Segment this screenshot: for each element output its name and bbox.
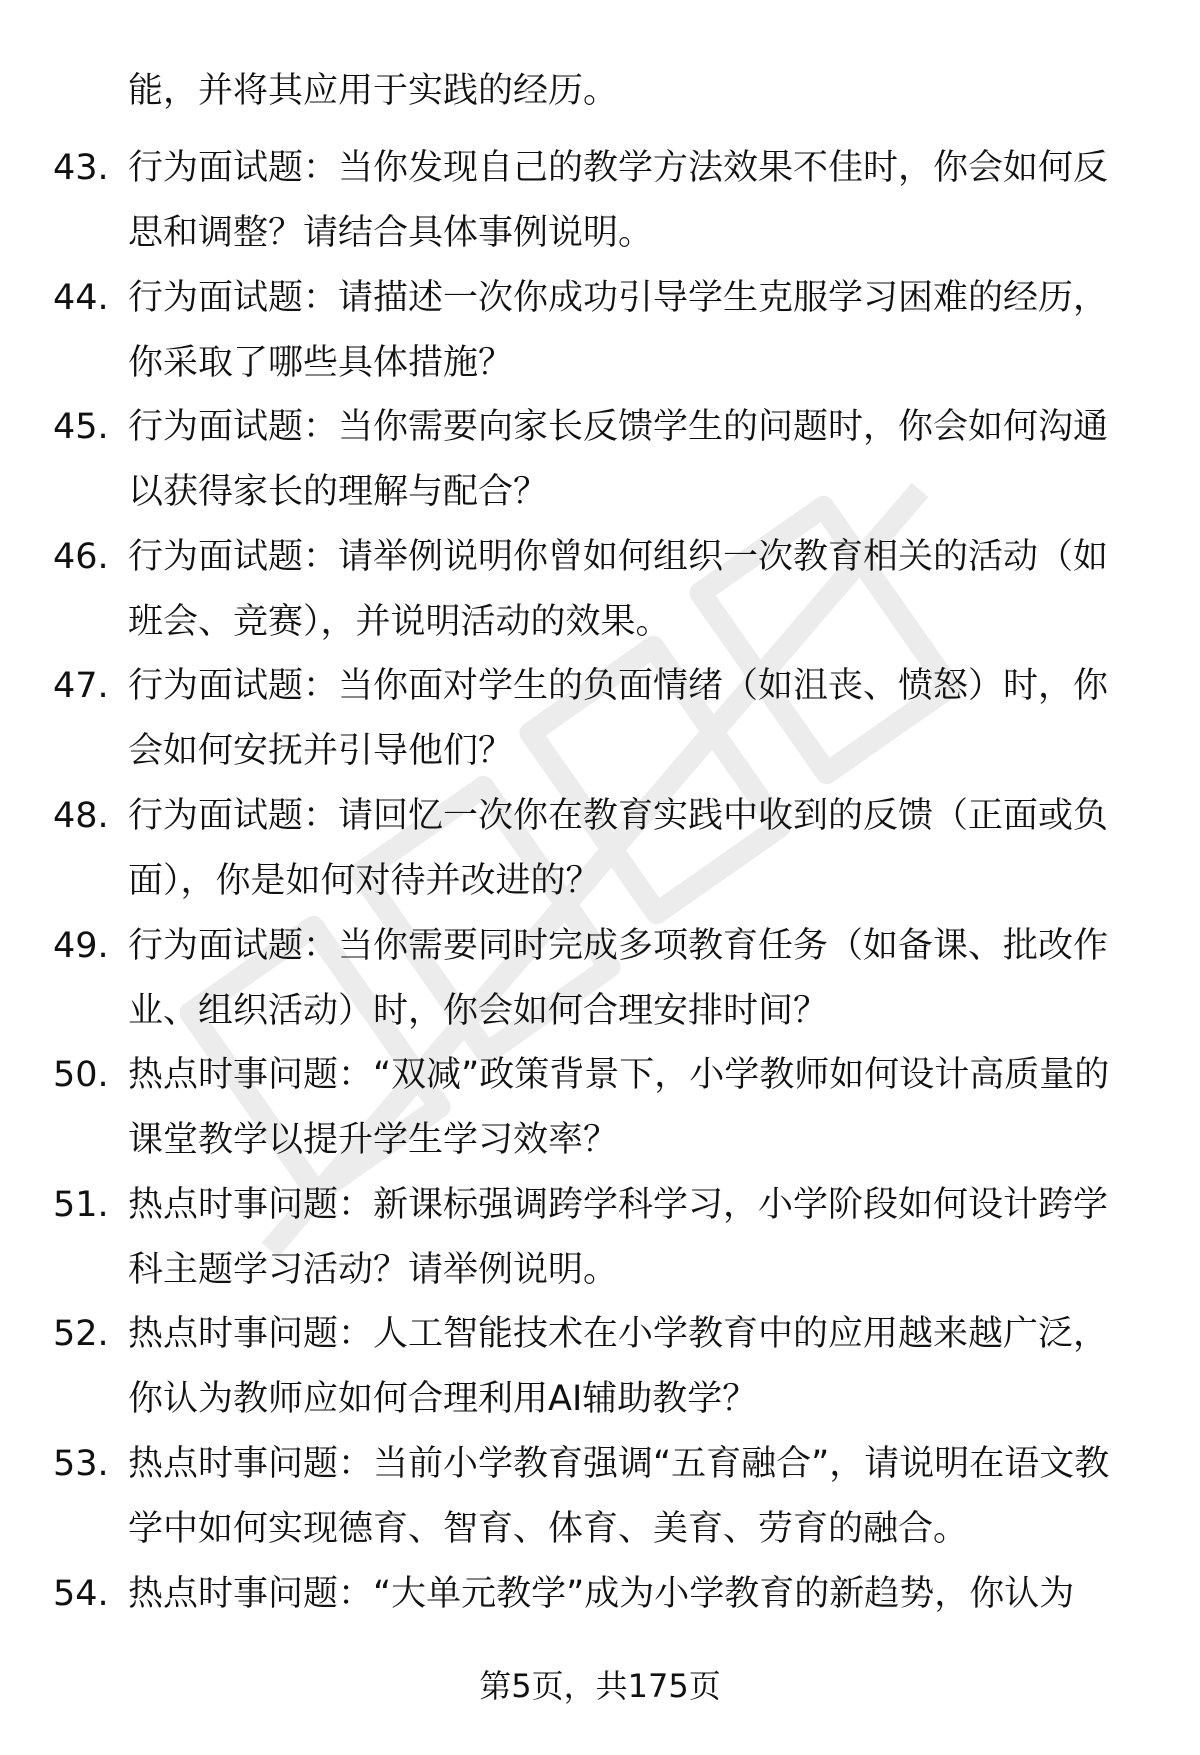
question-text: 行为面试题：请描述一次你成功引导学生克服学习困难的经历，你采取了哪些具体措施？ bbox=[128, 277, 1109, 383]
question-number: 45. bbox=[53, 407, 109, 448]
question-item bbox=[0, 395, 1200, 525]
question-item bbox=[0, 1432, 1200, 1562]
question-number: 52. bbox=[53, 1314, 109, 1355]
question-number: 44. bbox=[53, 277, 109, 318]
question-item bbox=[0, 654, 1200, 784]
question-number: 47. bbox=[53, 666, 109, 707]
question-item bbox=[0, 1302, 1200, 1432]
question-item bbox=[0, 525, 1200, 655]
question-text: 热点时事问题：“大单元教学”成为小学教育的新趋势，你认为 bbox=[128, 1573, 1075, 1614]
question-number: 43. bbox=[53, 148, 109, 188]
question-text: 热点时事问题：新课标强调跨学科学习，小学阶段如何设计跨学科主题学习活动？请举例说明。 bbox=[128, 1184, 1109, 1290]
question-item bbox=[0, 266, 1200, 396]
question-item bbox=[0, 784, 1200, 914]
question-text: 行为面试题：当你需要向家长反馈学生的问题时，你会如何沟通以获得家长的理解与配合？ bbox=[128, 407, 1109, 513]
question-text: 行为面试题：请回忆一次你在教育实践中收到的反馈（正面或负面），你是如何对待并改进的？ bbox=[128, 795, 1109, 901]
page-footer: 第5页，共175页 bbox=[479, 1667, 721, 1705]
question-number: 50. bbox=[53, 1055, 109, 1096]
continuation-text: 能，并将其应用于实践的经历。 bbox=[128, 71, 619, 111]
question-number: 49. bbox=[53, 925, 109, 966]
question-text: 行为面试题：当你面对学生的负面情绪（如沮丧、愤怒）时，你会如何安抚并引导他们？ bbox=[128, 666, 1109, 772]
question-item bbox=[0, 136, 1200, 266]
question-item bbox=[0, 914, 1200, 1044]
question-number: 54. bbox=[53, 1573, 109, 1614]
question-item bbox=[0, 1043, 1200, 1173]
question-text: 热点时事问题：“双减”政策背景下，小学教师如何设计高质量的课堂教学以提升学生学习效率？ bbox=[128, 1055, 1110, 1161]
question-text: 行为面试题：请举例说明你曾如何组织一次教育相关的活动（如班会、竞赛），并说明活动的效果。 bbox=[128, 536, 1109, 642]
question-text: 行为面试题：当你发现自己的教学方法效果不佳时，你会如何反思和调整？请结合具体事例说明。 bbox=[128, 148, 1109, 253]
question-number: 53. bbox=[53, 1443, 109, 1484]
question-number: 51. bbox=[53, 1184, 109, 1225]
question-text: 热点时事问题：人工智能技术在小学教育中的应用越来越广泛，你认为教师应如何合理利用AI辅助教学？ bbox=[128, 1314, 1109, 1420]
question-item bbox=[0, 1173, 1200, 1303]
question-number: 48. bbox=[53, 795, 109, 836]
question-text: 热点时事问题：当前小学教育强调“五育融合”，请说明在语文教学中如何实现德育、智育、体育、美育、劳育的融合。 bbox=[128, 1443, 1110, 1549]
question-number: 46. bbox=[53, 536, 109, 577]
question-list bbox=[0, 136, 1200, 1691]
question-text: 行为面试题：当你需要同时完成多项教育任务（如备课、批改作业、组织活动）时，你会如何合理安排时间？ bbox=[128, 925, 1109, 1031]
